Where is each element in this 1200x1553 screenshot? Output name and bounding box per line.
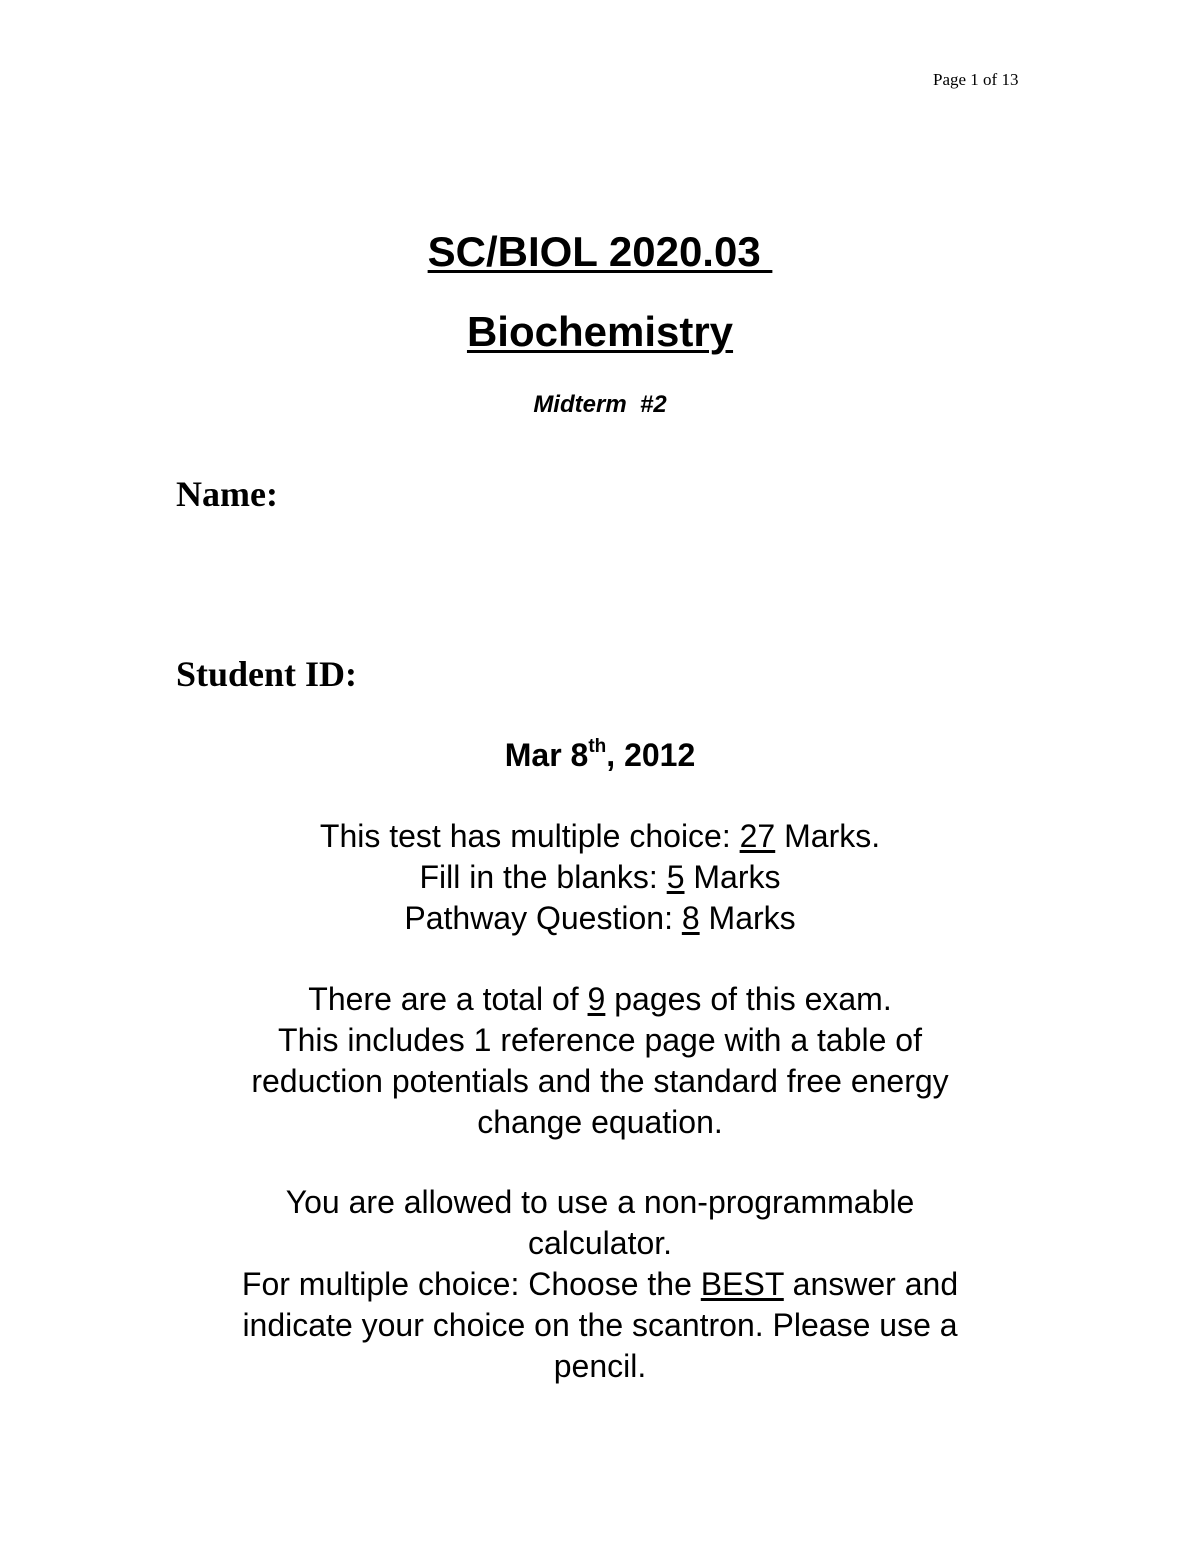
multiple-choice-marks-unit: Marks.	[775, 818, 881, 854]
multiple-choice-instruction-line-3: pencil.	[553, 1348, 647, 1384]
mc-instruction-best: BEST	[700, 1266, 784, 1302]
fill-blanks-marks-line	[0, 857, 1200, 898]
date-ordinal-suffix: th	[588, 736, 607, 757]
pages-info	[0, 979, 1200, 1143]
course-code-title: SC/BIOL 2020.03	[427, 228, 773, 275]
pathway-marks-value: 8	[681, 900, 700, 936]
reference-line-1: This includes 1 reference page with a table of	[278, 1022, 922, 1058]
multiple-choice-instruction-line-1	[0, 1264, 1200, 1305]
fill-blanks-marks-unit: Marks	[684, 859, 781, 895]
pathway-label: Pathway Question:	[404, 900, 682, 936]
total-pages-suffix: pages of this exam.	[605, 981, 892, 1017]
multiple-choice-marks-line	[0, 816, 1200, 857]
reference-line-2: reduction potentials and the standard free energy	[251, 1063, 949, 1099]
total-pages-line	[0, 979, 1200, 1020]
date-month-day: Mar 8	[504, 737, 589, 773]
name-field-label: Name:	[176, 474, 278, 514]
marks-breakdown	[0, 816, 1200, 939]
fill-blanks-label: Fill in the blanks:	[419, 859, 667, 895]
multiple-choice-marks-value: 27	[739, 818, 776, 854]
exam-date	[0, 735, 1200, 776]
page-number: Page 1 of 13	[933, 70, 1019, 89]
reference-line-3: change equation.	[477, 1104, 723, 1140]
multiple-choice-instruction-line-2: indicate your choice on the scantron. Please use a	[242, 1307, 958, 1343]
date-year: , 2012	[606, 737, 696, 773]
total-pages-value: 9	[587, 981, 606, 1017]
exam-instructions	[0, 1182, 1200, 1387]
multiple-choice-label: This test has multiple choice:	[319, 818, 740, 854]
mc-instruction-prefix: For multiple choice: Choose the	[241, 1266, 701, 1302]
course-name-title: Biochemistry	[466, 308, 734, 355]
pathway-marks-line	[0, 898, 1200, 939]
calculator-line-2: calculator.	[527, 1225, 673, 1261]
student-id-field-label: Student ID:	[176, 654, 358, 694]
calculator-line-1: You are allowed to use a non-programmable	[285, 1184, 915, 1220]
exam-type: Midterm #2	[533, 391, 667, 418]
pathway-marks-unit: Marks	[699, 900, 796, 936]
mc-instruction-suffix: answer and	[783, 1266, 959, 1302]
total-pages-prefix: There are a total of	[308, 981, 588, 1017]
fill-blanks-marks-value: 5	[666, 859, 685, 895]
